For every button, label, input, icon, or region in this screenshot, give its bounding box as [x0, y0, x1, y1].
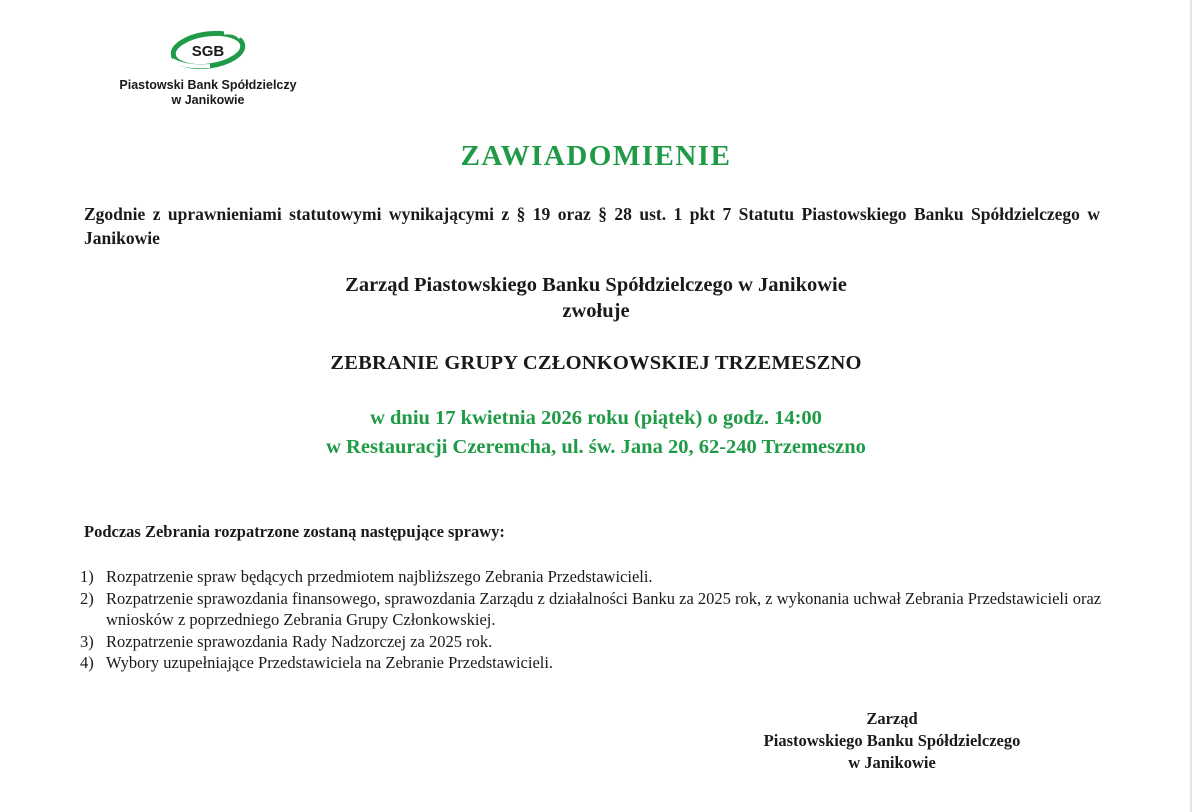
meeting-location: w Restauracji Czeremcha, ul. św. Jana 20, 62-240 Trzemeszno: [326, 436, 866, 458]
agenda-item: [80, 652, 1120, 674]
agenda-item-text: Rozpatrzenie spraw będących przedmiotem najbliższego Zebrania Przedstawicieli.: [106, 567, 653, 586]
meeting-date: w dniu 17 kwietnia 2026 roku (piątek) o godz. 14:00: [370, 407, 822, 429]
agenda-item: [80, 631, 1120, 653]
agenda-item-text: Rozpatrzenie sprawozdania Rady Nadzorczej za 2025 rok.: [106, 631, 493, 651]
agenda-item-text: Wybory uzupełniające Przedstawiciela na Zebranie Przedstawicieli.: [106, 653, 554, 672]
bank-name-line2: w Janikowie: [171, 93, 245, 107]
agenda-item: [80, 588, 1120, 631]
bank-name: [88, 78, 328, 108]
intro-paragraph: Zgodnie z uprawnieniami statutowymi wynikającymi z § 19 oraz § 28 ust. 1 pkt 7 Statutu Piastowskiego Banku Spółdzielczego w Janikowie: [84, 204, 1100, 248]
agenda-item-number: 4): [80, 653, 94, 672]
convener-line1: Zarząd Piastowskiego Banku Spółdzielczego w Janikowie: [345, 274, 847, 296]
agenda-item-number: 1): [80, 567, 94, 586]
signature-line1: Zarząd: [866, 709, 918, 728]
signature-line3: w Janikowie: [848, 753, 936, 772]
signature-block: [692, 708, 1092, 774]
agenda-item-text: Rozpatrzenie sprawozdania finansowego, sprawozdania Zarządu z działalności Banku za 2025 rok, z wykonania uchwał Zebrania Przedstawicieli oraz wniosków z poprzedniego Zebrania Grupy Członkowskiej.: [106, 588, 1102, 629]
signature-line2: Piastowskiego Banku Spółdzielczego: [763, 731, 1021, 750]
meeting-datetime-block: [0, 404, 1192, 462]
agenda-list: [80, 566, 1120, 674]
meeting-name: ZEBRANIE GRUPY CZŁONKOWSKIEJ TRZEMESZNO: [330, 352, 862, 374]
agenda-item-number: 2): [80, 588, 94, 608]
bank-name-line1: Piastowski Bank Spółdzielczy: [119, 78, 297, 92]
convener-block: [0, 272, 1192, 324]
bank-logo: [88, 28, 328, 118]
sgb-logo-icon: [166, 28, 252, 74]
logo-mark-text: SGB: [191, 43, 225, 60]
agenda-item-number: 3): [80, 631, 94, 651]
document-title: ZAWIADOMIENIE: [460, 140, 732, 172]
agenda-heading: Podczas Zebrania rozpatrzone zostaną następujące sprawy:: [84, 522, 505, 541]
agenda-item: [80, 566, 1120, 588]
convener-line2: zwołuje: [562, 300, 630, 322]
